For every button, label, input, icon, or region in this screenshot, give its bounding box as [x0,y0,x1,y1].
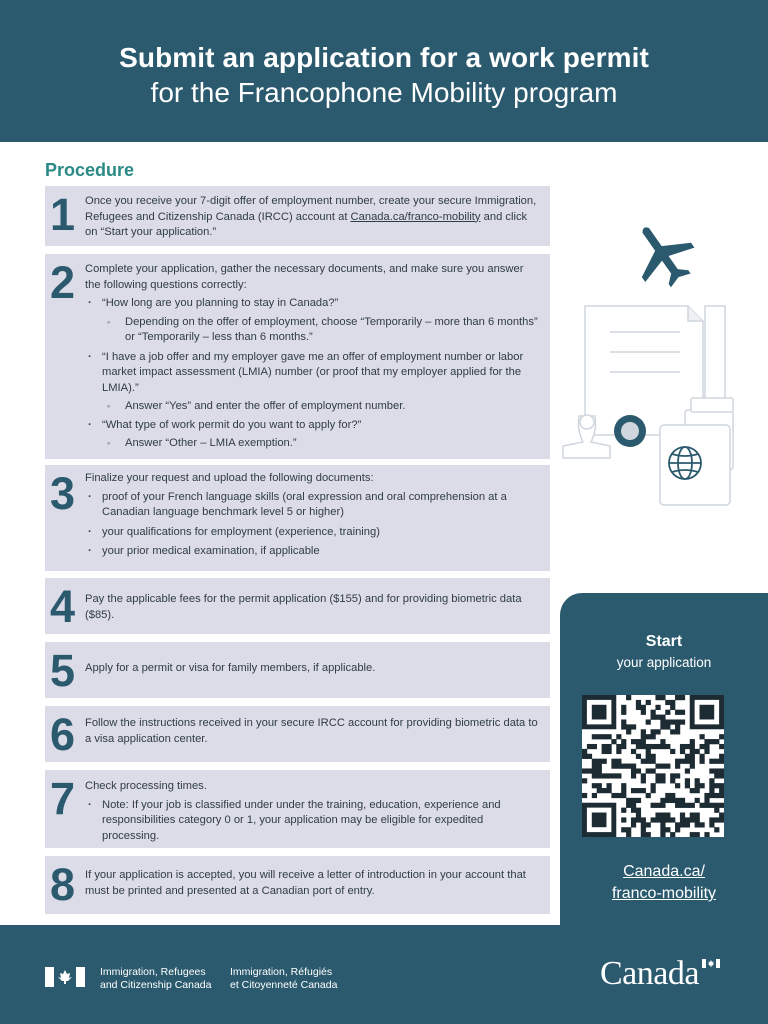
page-header [0,0,768,142]
step-number: 2 [50,257,74,308]
list-item: · “I have a job offer and my employer gave me an offer of employment number or labor market impact assessment (LMIA) number (or proof that my employer applied for the LMIA).” [85,350,540,397]
step-4 [45,578,550,634]
list-item: · “What type of work permit do you want to apply for?” [85,418,540,434]
list-item: · your qualifications for employment (experience, training) [85,525,540,541]
step-text: If your application is accepted, you will receive a letter of introduction in your account that must be printed and presented at a Canadian port of entry. [85,869,526,897]
step-number: 4 [50,581,74,632]
step-5 [45,642,550,698]
list-item: ◦ Depending on the offer of employment, choose “Temporarily – more than 6 months” or “Temporarily – less than 6 months.” [85,315,540,346]
wordmark-flag-icon [702,959,720,968]
step-text: Apply for a permit or visa for family members, if applicable. [85,662,376,674]
step-text: Check processing times. [85,780,207,792]
step-3 [45,465,550,571]
step-number: 1 [50,189,74,240]
step-1 [45,186,550,246]
step-number: 6 [50,709,74,760]
step-7 [45,770,550,848]
list-item: · proof of your French language skills (oral expression and oral comprehension at a Canadian language benchmark level 5 or higher) [85,490,540,521]
step-2 [45,254,550,459]
step-number: 7 [50,773,74,824]
document-list [85,490,540,560]
step-number: 5 [50,645,74,696]
canada-flag-icon [45,967,85,987]
canada-wordmark: Canada [600,955,699,992]
cta-link[interactable]: Canada.ca/ franco-mobility [611,863,717,902]
qr-code[interactable] [582,695,724,837]
cta-start: Start [645,633,683,650]
page-subtitle: for the Francophone Mobility program [150,77,618,108]
illustration [555,220,755,520]
cta-subtitle: your application [616,655,712,670]
page-title: Submit an application for a work permit [119,42,649,73]
procedure-heading: Procedure [45,160,135,180]
department-name-en: Immigration, Refugees and Citizenship Canada [100,966,212,991]
step-text: Follow the instructions received in your secure IRCC account for providing biometric data to a visa application center. [85,717,538,745]
note-list [85,798,540,845]
step-text: Pay the applicable fees for the permit application ($155) and for providing biometric data ($85). [85,593,522,621]
step-6 [45,706,550,762]
step-number: 8 [50,859,74,910]
step-number: 3 [50,468,74,519]
department-name-fr: Immigration, Réfugiés et Citoyenneté Canada [230,966,338,991]
franco-mobility-link[interactable]: Canada.ca/franco-mobility [350,210,481,223]
airplane-icon [619,220,705,298]
cta-panel [560,593,768,933]
step-text: Finalize your request and upload the following documents: [85,472,374,484]
step-text: Once you receive your 7-digit offer of employment number, create your secure Immigration, Refugees and Citizenship Canada (IRCC) account at Canada.ca/franco-mobility and click on “Start your application.” [85,195,537,238]
step-8 [45,856,550,914]
list-item: ◦ Answer “Yes” and enter the offer of employment number. [85,399,540,415]
list-item: · your prior medical examination, if applicable [85,544,540,560]
list-item: · “How long are you planning to stay in Canada?” [85,296,540,312]
list-item: ◦ Answer “Other – LMIA exemption.” [85,436,540,452]
step-text: Complete your application, gather the necessary documents, and make sure you answer the following questions correctly: [85,263,524,291]
seal-inner-icon [621,422,639,440]
list-item: · Note: If your job is classified under under the training, education, experience and responsibilities category 0 or 1, your application may be eligible for expedited processing. [85,798,540,845]
question-list [85,296,540,452]
page-footer [0,925,768,1024]
